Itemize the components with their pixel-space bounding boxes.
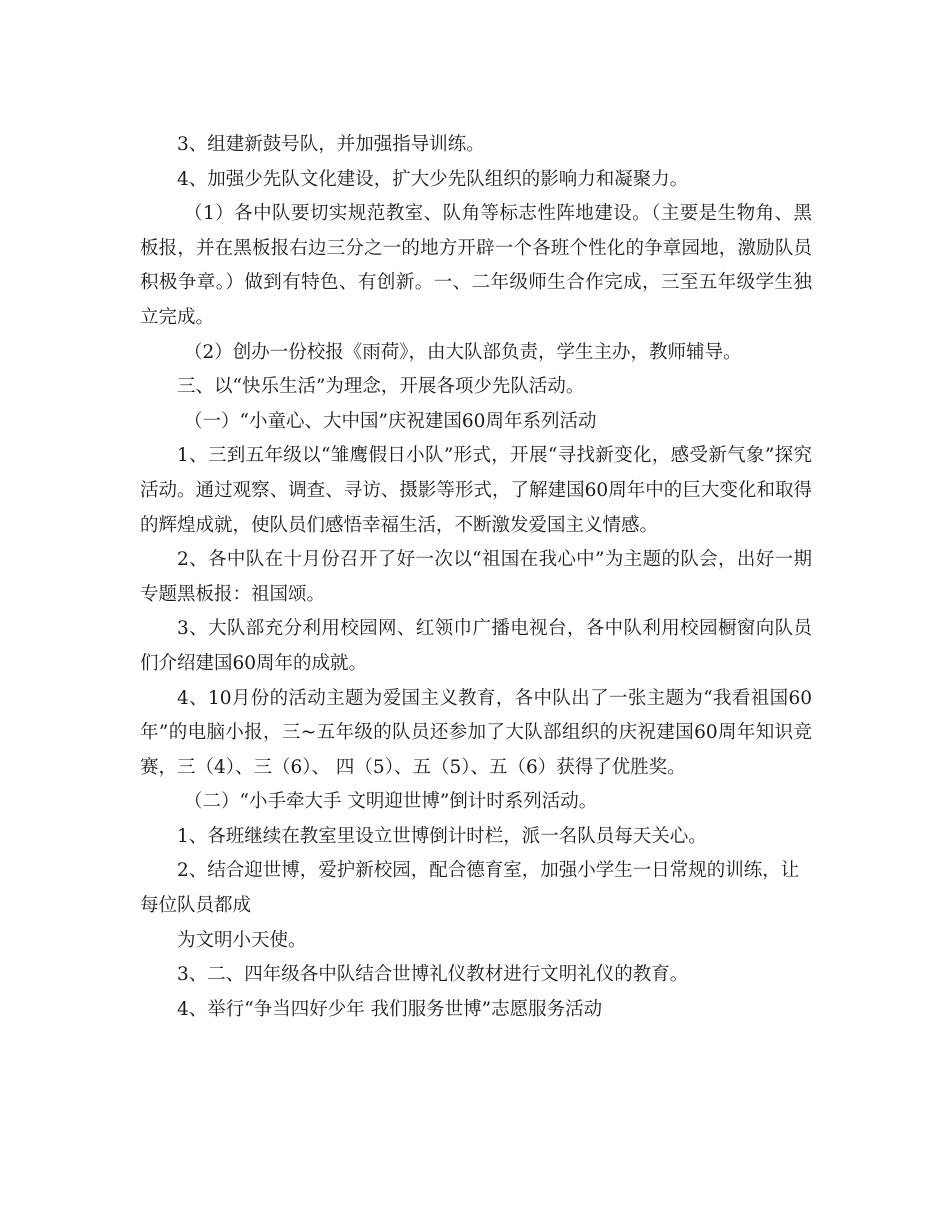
document-body [140, 128, 812, 1027]
paragraph-daily-routine: 2、结合迎世博，爱护新校园，配合德育室，加强小学生一日常规的训练，让每位队员都成 [140, 860, 800, 917]
paragraph-civilized-angel: 为文明小天使。 [177, 929, 307, 951]
paragraph-computer-newspaper: 4、10月份的活动主题为爱国主义教育，各中队出了一张主题为“我看祖国60年”的电脑小报，三~五年级的队员还参加了大队部组织的庆祝建国60周年知识竞赛，三（4）、三（6）、 四（5）、五（5）、五（6）获得了优胜奖。 [140, 687, 812, 778]
paragraph-volunteer: 4、举行“争当四好少年 我们服务世博”志愿服务活动 [177, 998, 603, 1020]
paragraph-squad-positions: （1）各中队要切实规范教室、队角等标志性阵地建设。（主要是生物角、黑板报，并在黑板报右边三分之一的地方开辟一个各班个性化的争章园地，激励队员积极争章。）做到有特色、有创新。一、二年级师生合作完成，三至五年级学生独立完成。 [140, 203, 812, 328]
heading-expo-countdown: （二）“小手牵大手 文明迎世博”倒计时系列活动。 [184, 791, 598, 813]
paragraph-countdown-column: 1、各班继续在教室里设立世博倒计时栏，派一名队员每天关心。 [177, 825, 707, 847]
heading-happy-life: 三、以“快乐生活”为理念，开展各项少先队活动。 [177, 376, 585, 398]
paragraph-eagle-squad: 1、三到五年级以“雏鹰假日小队”形式，开展“寻找新变化，感受新气象”探究活动。通过观察、调查、寻访、摄影等形式，了解建国60周年中的巨大变化和取得的辉煌成就，使队员们感悟幸福生活，不断激发爱国主义情感。 [140, 445, 812, 536]
paragraph-october-meeting: 2、各中队在十月份召开了好一次以“祖国在我心中”为主题的队会，出好一期专题黑板报：祖国颂。 [140, 549, 812, 605]
paragraph-drum-team: 3、组建新鼓号队，并加强指导训练。 [177, 134, 485, 155]
paragraph-campus-network: 3、大队部充分利用校园网、红领巾广播电视台，各中队利用校园橱窗向队员们介绍建国60周年的成就。 [140, 618, 812, 674]
paragraph-school-newspaper: （2）创办一份校报《雨荷》，由大队部负责，学生主办，教师辅导。 [184, 341, 742, 363]
paragraph-etiquette: 3、二、四年级各中队结合世博礼仪教材进行文明礼仪的教育。 [177, 964, 689, 986]
heading-60th-anniversary: （一）“小童心、大中国”庆祝建国60周年系列活动 [184, 410, 597, 432]
paragraph-culture-building: 4、加强少先队文化建设，扩大少先队组织的影响力和凝聚力。 [177, 168, 689, 190]
